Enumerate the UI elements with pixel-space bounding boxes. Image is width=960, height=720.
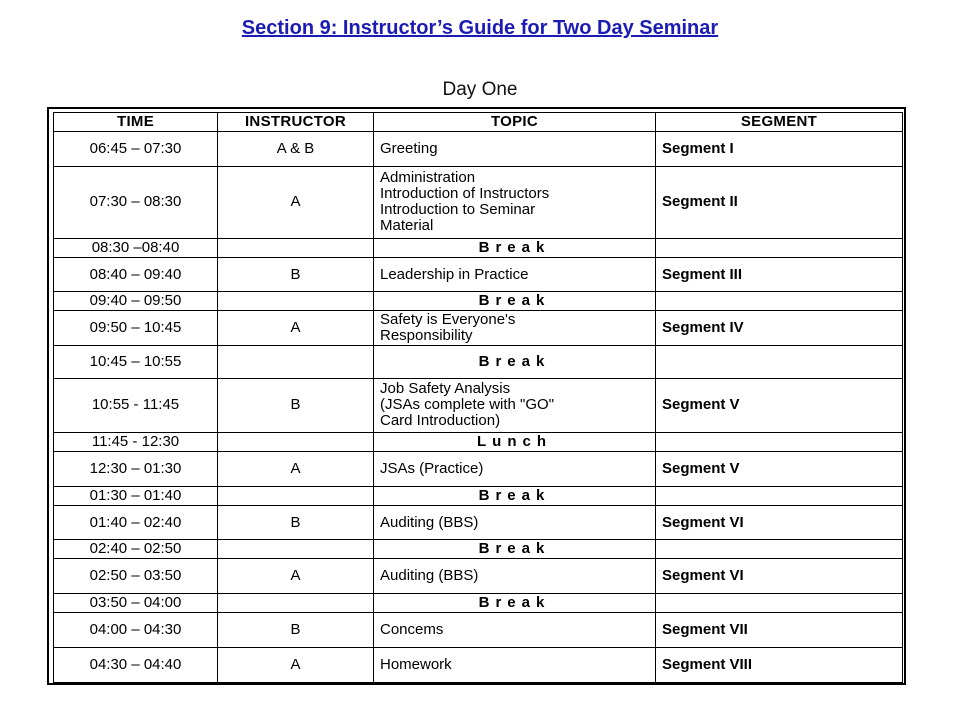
instructor-cell: A: [218, 166, 374, 238]
topic-line: Leadership in Practice: [380, 265, 529, 283]
segment-cell: [656, 540, 903, 559]
time-cell: 01:30 – 01:40: [54, 486, 218, 505]
time-cell: 03:50 – 04:00: [54, 594, 218, 613]
time-cell: 10:55 - 11:45: [54, 378, 218, 432]
time-cell: 12:30 – 01:30: [54, 451, 218, 486]
topic-line: (JSAs complete with "GO": [380, 396, 555, 414]
topic-line: Auditing (BBS): [380, 513, 479, 531]
topic-line: Material: [380, 217, 434, 235]
instructor-cell: A: [218, 451, 374, 486]
session-row: [54, 166, 903, 238]
column-header-instructor: INSTRUCTOR: [218, 113, 374, 132]
break-row: [54, 346, 903, 379]
break-row: [54, 540, 903, 559]
topic-line: Homework: [380, 656, 452, 674]
break-row: [54, 486, 903, 505]
break-label: Break: [374, 540, 656, 559]
break-label: Lunch: [374, 432, 656, 451]
schedule-header: [54, 113, 903, 132]
time-cell: 02:40 – 02:50: [54, 540, 218, 559]
session-row: [54, 559, 903, 594]
topic-cell: [374, 505, 656, 540]
topic-line: Safety is Everyone's: [380, 311, 516, 329]
instructor-cell: A: [218, 648, 374, 683]
segment-cell: Segment IV: [656, 311, 903, 346]
instructor-cell: [218, 486, 374, 505]
segment-cell: [656, 486, 903, 505]
segment-cell: Segment II: [656, 166, 903, 238]
topic-line: Job Safety Analysis: [380, 380, 511, 398]
day-title: Day One: [442, 79, 518, 100]
session-row: [54, 378, 903, 432]
instructor-cell: A: [218, 559, 374, 594]
segment-cell: Segment VIII: [656, 648, 903, 683]
column-header-segment: SEGMENT: [656, 113, 903, 132]
time-cell: 08:30 –08:40: [54, 238, 218, 257]
segment-cell: [656, 292, 903, 311]
schedule-frame: [47, 107, 906, 685]
session-row: [54, 613, 903, 648]
segment-cell: [656, 432, 903, 451]
instructor-cell: [218, 540, 374, 559]
topic-line: Card Introduction): [380, 412, 501, 430]
segment-cell: [656, 238, 903, 257]
topic-line: Introduction to Seminar: [380, 201, 536, 219]
instructor-cell: [218, 292, 374, 311]
instructor-cell: [218, 594, 374, 613]
instructor-cell: B: [218, 613, 374, 648]
segment-cell: [656, 594, 903, 613]
session-row: [54, 257, 903, 292]
session-row: [54, 505, 903, 540]
topic-cell: [374, 613, 656, 648]
topic-cell: [374, 648, 656, 683]
session-row: [54, 648, 903, 683]
header-row: [54, 113, 903, 132]
topic-cell: [374, 451, 656, 486]
segment-cell: Segment III: [656, 257, 903, 292]
break-row: [54, 432, 903, 451]
instructor-cell: [218, 238, 374, 257]
break-label: Break: [374, 238, 656, 257]
topic-line: Introduction of Instructors: [380, 185, 550, 203]
time-cell: 11:45 - 12:30: [54, 432, 218, 451]
topic-cell: [374, 132, 656, 167]
topic-line: Auditing (BBS): [380, 567, 479, 585]
time-cell: 01:40 – 02:40: [54, 505, 218, 540]
schedule-table: [53, 112, 903, 683]
time-cell: 08:40 – 09:40: [54, 257, 218, 292]
topic-line: Concems: [380, 621, 444, 639]
column-header-time: TIME: [54, 113, 218, 132]
instructor-cell: B: [218, 505, 374, 540]
instructor-cell: B: [218, 378, 374, 432]
instructor-cell: [218, 432, 374, 451]
topic-cell: [374, 257, 656, 292]
session-row: [54, 311, 903, 346]
instructor-cell: B: [218, 257, 374, 292]
instructor-cell: A: [218, 311, 374, 346]
section-title: Section 9: Instructor’s Guide for Two Day Seminar: [241, 17, 719, 39]
topic-cell: [374, 559, 656, 594]
segment-cell: Segment V: [656, 451, 903, 486]
instructor-cell: A & B: [218, 132, 374, 167]
break-label: Break: [374, 292, 656, 311]
time-cell: 09:40 – 09:50: [54, 292, 218, 311]
break-label: Break: [374, 486, 656, 505]
segment-cell: Segment VI: [656, 505, 903, 540]
column-header-topic: TOPIC: [374, 113, 656, 132]
schedule-body: [54, 132, 903, 683]
break-label: Break: [374, 346, 656, 379]
time-cell: 02:50 – 03:50: [54, 559, 218, 594]
time-cell: 07:30 – 08:30: [54, 166, 218, 238]
instructor-cell: [218, 346, 374, 379]
segment-cell: Segment V: [656, 378, 903, 432]
topic-line: Greeting: [380, 139, 438, 157]
time-cell: 04:00 – 04:30: [54, 613, 218, 648]
topic-line: Responsibility: [380, 327, 473, 345]
topic-line: Administration: [380, 169, 476, 187]
break-row: [54, 594, 903, 613]
session-row: [54, 132, 903, 167]
topic-cell: [374, 311, 656, 346]
time-cell: 10:45 – 10:55: [54, 346, 218, 379]
topic-line: JSAs (Practice): [380, 459, 484, 477]
break-label: Break: [374, 594, 656, 613]
segment-cell: Segment VI: [656, 559, 903, 594]
topic-cell: [374, 166, 656, 238]
time-cell: 06:45 – 07:30: [54, 132, 218, 167]
time-cell: 04:30 – 04:40: [54, 648, 218, 683]
time-cell: 09:50 – 10:45: [54, 311, 218, 346]
session-row: [54, 451, 903, 486]
break-row: [54, 238, 903, 257]
topic-cell: [374, 378, 656, 432]
break-row: [54, 292, 903, 311]
segment-cell: [656, 346, 903, 379]
segment-cell: Segment VII: [656, 613, 903, 648]
segment-cell: Segment I: [656, 132, 903, 167]
